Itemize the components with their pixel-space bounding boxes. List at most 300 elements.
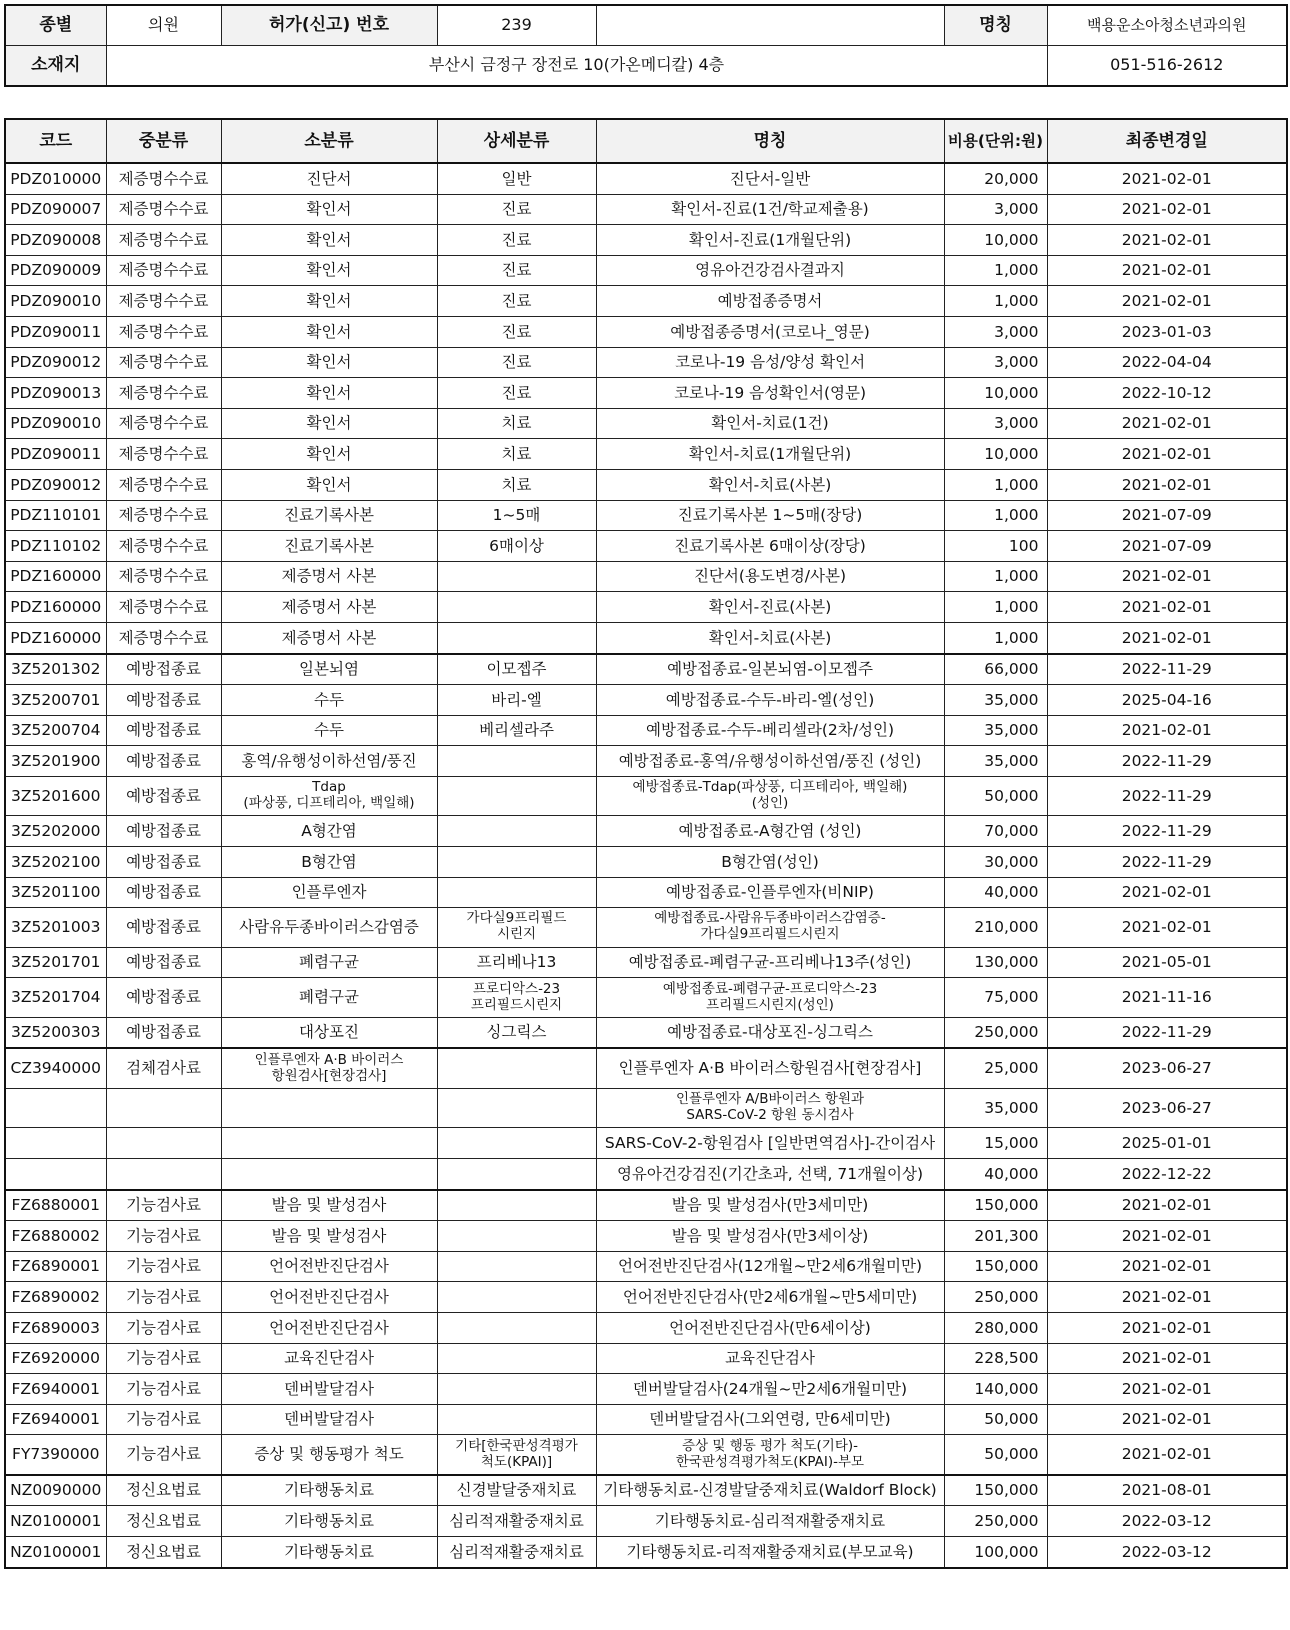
subcategory-cell: 덴버발달검사 <box>221 1404 437 1435</box>
table-row <box>5 255 1287 286</box>
category-cell: 제증명수수료 <box>106 592 221 623</box>
code-cell: 3Z5201003 <box>5 908 106 948</box>
subcategory-cell: 진료기록사본 <box>221 531 437 562</box>
item-name-cell: 확인서-치료(1개월단위) <box>596 439 944 470</box>
item-name-cell: 언어전반진단검사(만2세6개월~만5세미만) <box>596 1282 944 1313</box>
item-name-cell: 진단서-일반 <box>596 163 944 194</box>
code-cell: PDZ090011 <box>5 439 106 470</box>
subcategory-cell: 증상 및 행동평가 척도 <box>221 1435 437 1475</box>
code-cell: PDZ090011 <box>5 316 106 347</box>
date-cell: 2021-02-01 <box>1047 439 1287 470</box>
item-name-cell: 언어전반진단검사(만6세이상) <box>596 1312 944 1343</box>
subcategory-cell: 확인서 <box>221 255 437 286</box>
subcategory-cell: 수두 <box>221 715 437 746</box>
code-cell: PDZ090013 <box>5 378 106 409</box>
category-cell <box>106 1088 221 1128</box>
category-cell: 예방접종료 <box>106 978 221 1018</box>
fee-table-header <box>5 119 1287 163</box>
fee-table-body <box>5 163 1287 1568</box>
date-cell: 2021-02-01 <box>1047 1404 1287 1435</box>
subcategory-cell <box>221 1158 437 1189</box>
fee-table <box>4 118 1288 1569</box>
code-cell <box>5 1088 106 1128</box>
table-row <box>5 1475 1287 1506</box>
date-cell: 2021-07-09 <box>1047 500 1287 531</box>
table-row <box>5 1017 1287 1048</box>
subcategory-cell: 확인서 <box>221 194 437 225</box>
item-name-cell: 덴버발달검사(그외연령, 만6세미만) <box>596 1404 944 1435</box>
detail-cell <box>437 1282 596 1313</box>
subcategory-cell: 확인서 <box>221 439 437 470</box>
table-row <box>5 163 1287 194</box>
date-cell: 2021-02-01 <box>1047 1282 1287 1313</box>
category-cell: 기능검사료 <box>106 1374 221 1405</box>
date-cell: 2022-12-22 <box>1047 1158 1287 1189</box>
item-name-cell: 진료기록사본 1~5매(장당) <box>596 500 944 531</box>
date-cell: 2021-11-16 <box>1047 978 1287 1018</box>
code-cell: 3Z5201900 <box>5 746 106 777</box>
category-cell: 예방접종료 <box>106 947 221 978</box>
date-cell: 2021-02-01 <box>1047 622 1287 653</box>
category-cell: 예방접종료 <box>106 776 221 816</box>
item-name-cell: 기타행동치료-심리적재활중재치료 <box>596 1506 944 1537</box>
subcategory-cell: 진단서 <box>221 163 437 194</box>
license-value: 239 <box>437 5 596 46</box>
cost-cell: 30,000 <box>944 846 1047 877</box>
cost-cell: 40,000 <box>944 877 1047 908</box>
category-cell: 제증명수수료 <box>106 622 221 653</box>
item-name-cell: 확인서-치료(사본) <box>596 622 944 653</box>
item-name-cell: 예방접종료-Tdap(파상풍, 디프테리아, 백일해) (성인) <box>596 776 944 816</box>
detail-cell <box>437 1221 596 1252</box>
detail-cell: 6매이상 <box>437 531 596 562</box>
blank-cell <box>596 5 944 46</box>
cost-cell: 250,000 <box>944 1506 1047 1537</box>
detail-cell: 기타[한국판성격평가 척도(KPAI)] <box>437 1435 596 1475</box>
subcategory-cell: 확인서 <box>221 469 437 500</box>
subcategory-cell: 진료기록사본 <box>221 500 437 531</box>
detail-cell: 진료 <box>437 194 596 225</box>
code-cell: PDZ090007 <box>5 194 106 225</box>
cost-cell: 35,000 <box>944 1088 1047 1128</box>
item-name-cell: 예방접종증명서(코로나_영문) <box>596 316 944 347</box>
cost-cell: 75,000 <box>944 978 1047 1018</box>
address-value: 부산시 금정구 장전로 10(가온메디칼) 4층 <box>106 46 1047 87</box>
table-row <box>5 469 1287 500</box>
date-cell: 2021-02-01 <box>1047 877 1287 908</box>
table-row <box>5 622 1287 653</box>
code-cell: FZ6940001 <box>5 1404 106 1435</box>
date-cell: 2025-01-01 <box>1047 1128 1287 1159</box>
subcategory-cell <box>221 1128 437 1159</box>
date-cell: 2021-02-01 <box>1047 469 1287 500</box>
license-label: 허가(신고) 번호 <box>221 5 437 46</box>
date-cell: 2021-02-01 <box>1047 225 1287 256</box>
code-cell: FZ6890003 <box>5 1312 106 1343</box>
table-row <box>5 194 1287 225</box>
facility-info-table <box>4 4 1288 87</box>
cost-cell: 150,000 <box>944 1251 1047 1282</box>
item-name-cell: 인플루엔자 A/B바이러스 항원과 SARS-CoV-2 항원 동시검사 <box>596 1088 944 1128</box>
date-cell: 2022-03-12 <box>1047 1536 1287 1567</box>
table-row <box>5 592 1287 623</box>
category-cell: 제증명수수료 <box>106 163 221 194</box>
category-cell: 제증명수수료 <box>106 561 221 592</box>
code-cell: FZ6890002 <box>5 1282 106 1313</box>
cost-cell: 1,000 <box>944 592 1047 623</box>
detail-cell <box>437 816 596 847</box>
subcategory-cell: 언어전반진단검사 <box>221 1251 437 1282</box>
item-name-cell: 진단서(용도변경/사본) <box>596 561 944 592</box>
code-cell: PDZ110101 <box>5 500 106 531</box>
date-cell: 2022-03-12 <box>1047 1506 1287 1537</box>
cost-cell: 35,000 <box>944 715 1047 746</box>
table-row <box>5 654 1287 685</box>
category-cell: 기능검사료 <box>106 1435 221 1475</box>
date-cell: 2021-02-01 <box>1047 408 1287 439</box>
cost-cell: 35,000 <box>944 746 1047 777</box>
code-cell: FZ6890001 <box>5 1251 106 1282</box>
subcategory-cell: 폐렴구균 <box>221 947 437 978</box>
item-name-cell: 예방접종료-수두-베리셀라(2차/성인) <box>596 715 944 746</box>
detail-cell: 진료 <box>437 316 596 347</box>
phone-value: 051-516-2612 <box>1047 46 1287 87</box>
category-cell <box>106 1158 221 1189</box>
detail-cell <box>437 1251 596 1282</box>
subcategory-cell: 제증명서 사본 <box>221 622 437 653</box>
item-name-cell: 확인서-진료(1개월단위) <box>596 225 944 256</box>
subcategory-cell: 확인서 <box>221 347 437 378</box>
category-cell: 제증명수수료 <box>106 439 221 470</box>
item-name-cell: 예방접종료-폐렴구균-프로디악스-23 프리필드시린지(성인) <box>596 978 944 1018</box>
table-row <box>5 225 1287 256</box>
header-code: 코드 <box>5 119 106 163</box>
header-mid: 중분류 <box>106 119 221 163</box>
subcategory-cell: 일본뇌염 <box>221 654 437 685</box>
table-row <box>5 561 1287 592</box>
cost-cell: 280,000 <box>944 1312 1047 1343</box>
subcategory-cell: B형간염 <box>221 846 437 877</box>
cost-cell: 1,000 <box>944 500 1047 531</box>
detail-cell: 진료 <box>437 255 596 286</box>
category-cell: 제증명수수료 <box>106 408 221 439</box>
table-row <box>5 908 1287 948</box>
subcategory-cell: A형간염 <box>221 816 437 847</box>
cost-cell: 70,000 <box>944 816 1047 847</box>
item-name-cell: 예방접종료-일본뇌염-이모젭주 <box>596 654 944 685</box>
cost-cell: 1,000 <box>944 622 1047 653</box>
header-detail: 상세분류 <box>437 119 596 163</box>
category-cell: 정신요법료 <box>106 1536 221 1567</box>
cost-cell: 3,000 <box>944 316 1047 347</box>
cost-cell: 15,000 <box>944 1128 1047 1159</box>
subcategory-cell: 제증명서 사본 <box>221 592 437 623</box>
category-cell: 기능검사료 <box>106 1251 221 1282</box>
cost-cell: 201,300 <box>944 1221 1047 1252</box>
detail-cell: 심리적재활중재치료 <box>437 1536 596 1567</box>
cost-cell: 3,000 <box>944 194 1047 225</box>
cost-cell: 250,000 <box>944 1017 1047 1048</box>
category-cell: 예방접종료 <box>106 685 221 716</box>
category-cell: 제증명수수료 <box>106 194 221 225</box>
item-name-cell: 증상 및 행동 평가 척도(기타)- 한국판성격평가척도(KPAI)-부모 <box>596 1435 944 1475</box>
detail-cell: 베리셀라주 <box>437 715 596 746</box>
subcategory-cell: 확인서 <box>221 316 437 347</box>
detail-cell <box>437 877 596 908</box>
date-cell: 2021-02-01 <box>1047 163 1287 194</box>
detail-cell: 프리베나13 <box>437 947 596 978</box>
item-name-cell: 확인서-치료(사본) <box>596 469 944 500</box>
subcategory-cell: 기타행동치료 <box>221 1475 437 1506</box>
subcategory-cell: 수두 <box>221 685 437 716</box>
detail-cell <box>437 622 596 653</box>
category-cell: 기능검사료 <box>106 1282 221 1313</box>
detail-cell: 이모젭주 <box>437 654 596 685</box>
date-cell: 2025-04-16 <box>1047 685 1287 716</box>
detail-cell: 치료 <box>437 469 596 500</box>
date-cell: 2021-02-01 <box>1047 1312 1287 1343</box>
subcategory-cell: Tdap (파상풍, 디프테리아, 백일해) <box>221 776 437 816</box>
category-cell: 예방접종료 <box>106 1017 221 1048</box>
date-cell: 2021-02-01 <box>1047 286 1287 317</box>
detail-cell: 싱그릭스 <box>437 1017 596 1048</box>
date-cell: 2022-11-29 <box>1047 1017 1287 1048</box>
detail-cell: 가다실9프리필드 시린지 <box>437 908 596 948</box>
code-cell: PDZ160000 <box>5 592 106 623</box>
type-label: 종별 <box>5 5 106 46</box>
detail-cell: 심리적재활중재치료 <box>437 1506 596 1537</box>
detail-cell <box>437 1312 596 1343</box>
code-cell: PDZ090012 <box>5 469 106 500</box>
code-cell: PDZ110102 <box>5 531 106 562</box>
item-name-cell: 예방접종료-사람유두종바이러스감염증- 가다실9프리필드시린지 <box>596 908 944 948</box>
header-date: 최종변경일 <box>1047 119 1287 163</box>
subcategory-cell: 확인서 <box>221 225 437 256</box>
item-name-cell: 기타행동치료-신경발달중재치료(Waldorf Block) <box>596 1475 944 1506</box>
table-row <box>5 816 1287 847</box>
code-cell: 3Z5201701 <box>5 947 106 978</box>
header-name: 명칭 <box>596 119 944 163</box>
category-cell: 제증명수수료 <box>106 531 221 562</box>
code-cell: 3Z5200704 <box>5 715 106 746</box>
code-cell: NZ0100001 <box>5 1506 106 1537</box>
cost-cell: 1,000 <box>944 286 1047 317</box>
table-row <box>5 1312 1287 1343</box>
item-name-cell: SARS-CoV-2-항원검사 [일반면역검사]-간이검사 <box>596 1128 944 1159</box>
detail-cell <box>437 1343 596 1374</box>
table-row <box>5 1374 1287 1405</box>
detail-cell <box>437 592 596 623</box>
subcategory-cell: 홍역/유행성이하선염/풍진 <box>221 746 437 777</box>
subcategory-cell: 교육진단검사 <box>221 1343 437 1374</box>
item-name-cell: 언어전반진단검사(12개월~만2세6개월미만) <box>596 1251 944 1282</box>
table-row <box>5 439 1287 470</box>
category-cell: 예방접종료 <box>106 654 221 685</box>
category-cell: 기능검사료 <box>106 1221 221 1252</box>
subcategory-cell: 언어전반진단검사 <box>221 1282 437 1313</box>
code-cell: 3Z5200701 <box>5 685 106 716</box>
table-row <box>5 531 1287 562</box>
code-cell <box>5 1158 106 1189</box>
category-cell: 예방접종료 <box>106 715 221 746</box>
table-row <box>5 1536 1287 1567</box>
code-cell: 3Z5202100 <box>5 846 106 877</box>
cost-cell: 1,000 <box>944 469 1047 500</box>
cost-cell: 66,000 <box>944 654 1047 685</box>
date-cell: 2023-06-27 <box>1047 1088 1287 1128</box>
date-cell: 2022-11-29 <box>1047 746 1287 777</box>
table-row <box>5 408 1287 439</box>
code-cell: 3Z5201100 <box>5 877 106 908</box>
date-cell: 2021-02-01 <box>1047 592 1287 623</box>
category-cell: 예방접종료 <box>106 746 221 777</box>
date-cell: 2021-02-01 <box>1047 1435 1287 1475</box>
date-cell: 2022-04-04 <box>1047 347 1287 378</box>
table-row <box>5 685 1287 716</box>
cost-cell: 100,000 <box>944 1536 1047 1567</box>
subcategory-cell: 제증명서 사본 <box>221 561 437 592</box>
detail-cell: 치료 <box>437 439 596 470</box>
cost-cell: 100 <box>944 531 1047 562</box>
table-row <box>5 746 1287 777</box>
cost-cell: 150,000 <box>944 1190 1047 1221</box>
category-cell: 제증명수수료 <box>106 255 221 286</box>
subcategory-cell: 인플루엔자 <box>221 877 437 908</box>
date-cell: 2022-11-29 <box>1047 654 1287 685</box>
code-cell: FZ6880001 <box>5 1190 106 1221</box>
table-row <box>5 1221 1287 1252</box>
code-cell: PDZ090010 <box>5 286 106 317</box>
detail-cell: 진료 <box>437 286 596 317</box>
detail-cell: 진료 <box>437 378 596 409</box>
detail-cell <box>437 1190 596 1221</box>
code-cell: PDZ160000 <box>5 622 106 653</box>
category-cell: 기능검사료 <box>106 1312 221 1343</box>
subcategory-cell: 덴버발달검사 <box>221 1374 437 1405</box>
subcategory-cell: 대상포진 <box>221 1017 437 1048</box>
category-cell: 제증명수수료 <box>106 286 221 317</box>
table-row <box>5 1190 1287 1221</box>
type-value: 의원 <box>106 5 221 46</box>
item-name-cell: 진료기록사본 6매이상(장당) <box>596 531 944 562</box>
category-cell: 제증명수수료 <box>106 469 221 500</box>
cost-cell: 10,000 <box>944 439 1047 470</box>
detail-cell <box>437 846 596 877</box>
date-cell: 2021-07-09 <box>1047 531 1287 562</box>
detail-cell: 신경발달중재치료 <box>437 1475 596 1506</box>
cost-cell: 150,000 <box>944 1475 1047 1506</box>
item-name-cell: 예방접종료-A형간염 (성인) <box>596 816 944 847</box>
table-row <box>5 1435 1287 1475</box>
header-sub: 소분류 <box>221 119 437 163</box>
item-name-cell: 덴버발달검사(24개월~만2세6개월미만) <box>596 1374 944 1405</box>
header-cost: 비용(단위:원) <box>944 119 1047 163</box>
subcategory-cell: 언어전반진단검사 <box>221 1312 437 1343</box>
cost-cell: 210,000 <box>944 908 1047 948</box>
item-name-cell: 예방접종료-대상포진-싱그릭스 <box>596 1017 944 1048</box>
subcategory-cell: 기타행동치료 <box>221 1506 437 1537</box>
date-cell: 2021-02-01 <box>1047 1221 1287 1252</box>
category-cell: 제증명수수료 <box>106 225 221 256</box>
cost-cell: 40,000 <box>944 1158 1047 1189</box>
detail-cell: 일반 <box>437 163 596 194</box>
cost-cell: 1,000 <box>944 255 1047 286</box>
table-row <box>5 1282 1287 1313</box>
date-cell: 2023-01-03 <box>1047 316 1287 347</box>
date-cell: 2021-02-01 <box>1047 908 1287 948</box>
table-row <box>5 286 1287 317</box>
item-name-cell: 인플루엔자 A·B 바이러스항원검사[현장검사] <box>596 1048 944 1088</box>
item-name-cell: B형간염(성인) <box>596 846 944 877</box>
date-cell: 2021-02-01 <box>1047 715 1287 746</box>
code-cell: 3Z5202000 <box>5 816 106 847</box>
address-label: 소재지 <box>5 46 106 87</box>
item-name-cell: 코로나-19 음성확인서(영문) <box>596 378 944 409</box>
code-cell: CZ3940000 <box>5 1048 106 1088</box>
item-name-cell: 코로나-19 음성/양성 확인서 <box>596 347 944 378</box>
category-cell: 제증명수수료 <box>106 347 221 378</box>
code-cell: NZ0090000 <box>5 1475 106 1506</box>
table-row <box>5 846 1287 877</box>
table-row <box>5 1128 1287 1159</box>
category-cell: 검체검사료 <box>106 1048 221 1088</box>
category-cell: 제증명수수료 <box>106 500 221 531</box>
category-cell: 예방접종료 <box>106 846 221 877</box>
code-cell <box>5 1128 106 1159</box>
table-row <box>5 877 1287 908</box>
code-cell: 3Z5201704 <box>5 978 106 1018</box>
date-cell: 2021-02-01 <box>1047 1374 1287 1405</box>
cost-cell: 50,000 <box>944 776 1047 816</box>
table-row <box>5 316 1287 347</box>
cost-cell: 35,000 <box>944 685 1047 716</box>
code-cell: 3Z5200303 <box>5 1017 106 1048</box>
subcategory-cell: 발음 및 발성검사 <box>221 1190 437 1221</box>
info-row-type <box>5 5 1287 46</box>
cost-cell: 50,000 <box>944 1404 1047 1435</box>
code-cell: NZ0100001 <box>5 1536 106 1567</box>
date-cell: 2021-02-01 <box>1047 1251 1287 1282</box>
cost-cell: 1,000 <box>944 561 1047 592</box>
item-name-cell: 발음 및 발성검사(만3세미만) <box>596 1190 944 1221</box>
detail-cell: 진료 <box>437 347 596 378</box>
table-row <box>5 1158 1287 1189</box>
cost-cell: 250,000 <box>944 1282 1047 1313</box>
item-name-cell: 예방접종료-수두-바리-엘(성인) <box>596 685 944 716</box>
item-name-cell: 확인서-진료(사본) <box>596 592 944 623</box>
table-row <box>5 347 1287 378</box>
table-row <box>5 776 1287 816</box>
date-cell: 2021-02-01 <box>1047 255 1287 286</box>
detail-cell: 바리-엘 <box>437 685 596 716</box>
subcategory-cell <box>221 1088 437 1128</box>
detail-cell <box>437 1158 596 1189</box>
code-cell: PDZ090009 <box>5 255 106 286</box>
item-name-cell: 영유아건강검진(기간초과, 선택, 71개월이상) <box>596 1158 944 1189</box>
code-cell: PDZ090010 <box>5 408 106 439</box>
info-row-address <box>5 46 1287 87</box>
table-row <box>5 1251 1287 1282</box>
category-cell <box>106 1128 221 1159</box>
date-cell: 2021-02-01 <box>1047 561 1287 592</box>
date-cell: 2021-02-01 <box>1047 194 1287 225</box>
table-row <box>5 715 1287 746</box>
cost-cell: 3,000 <box>944 347 1047 378</box>
detail-cell <box>437 1088 596 1128</box>
cost-cell: 10,000 <box>944 378 1047 409</box>
detail-cell: 진료 <box>437 225 596 256</box>
subcategory-cell: 확인서 <box>221 408 437 439</box>
